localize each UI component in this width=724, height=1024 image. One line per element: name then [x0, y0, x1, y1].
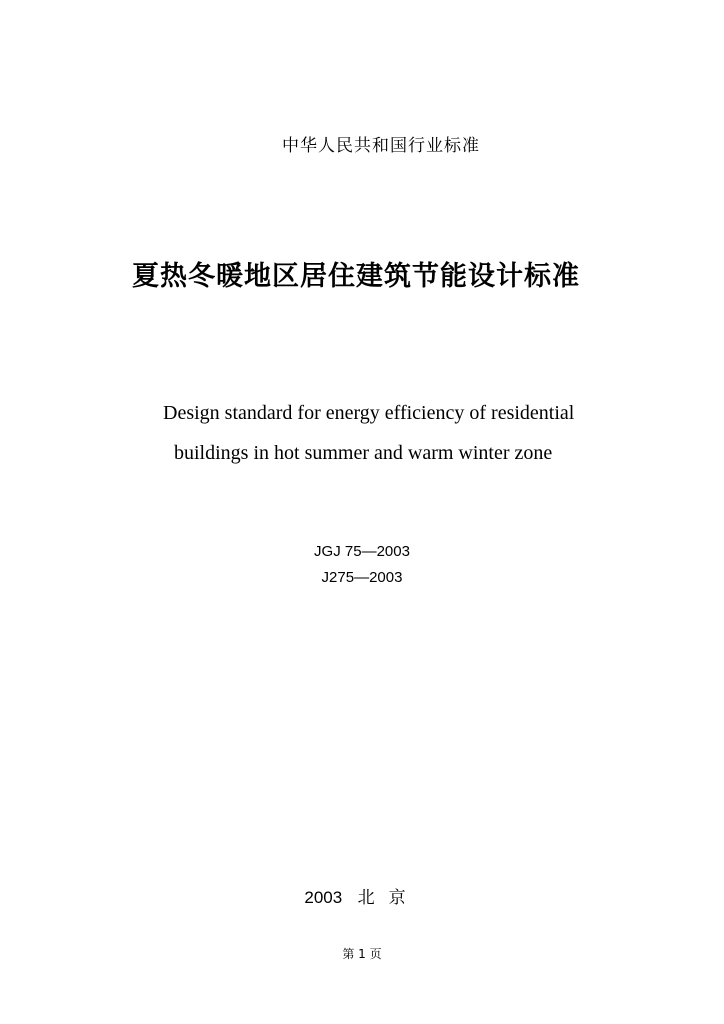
filing-code: J275—2003: [321, 569, 403, 586]
publication-year: 2003: [304, 888, 343, 907]
english-title-line-1: Design standard for energy efficiency of residential: [163, 402, 575, 424]
english-title-line-2: buildings in hot summer and warm winter zone: [174, 442, 553, 464]
page-number: 第 1 页: [342, 947, 382, 961]
publication-city: 北京: [357, 888, 420, 908]
standard-code: JGJ 75—2003: [314, 543, 410, 560]
chinese-title: 夏热冬暖地区居住建筑节能设计标准: [132, 261, 580, 292]
issuer-label: 中华人民共和国行业标准: [282, 136, 480, 156]
publication-info: [0, 886, 724, 910]
